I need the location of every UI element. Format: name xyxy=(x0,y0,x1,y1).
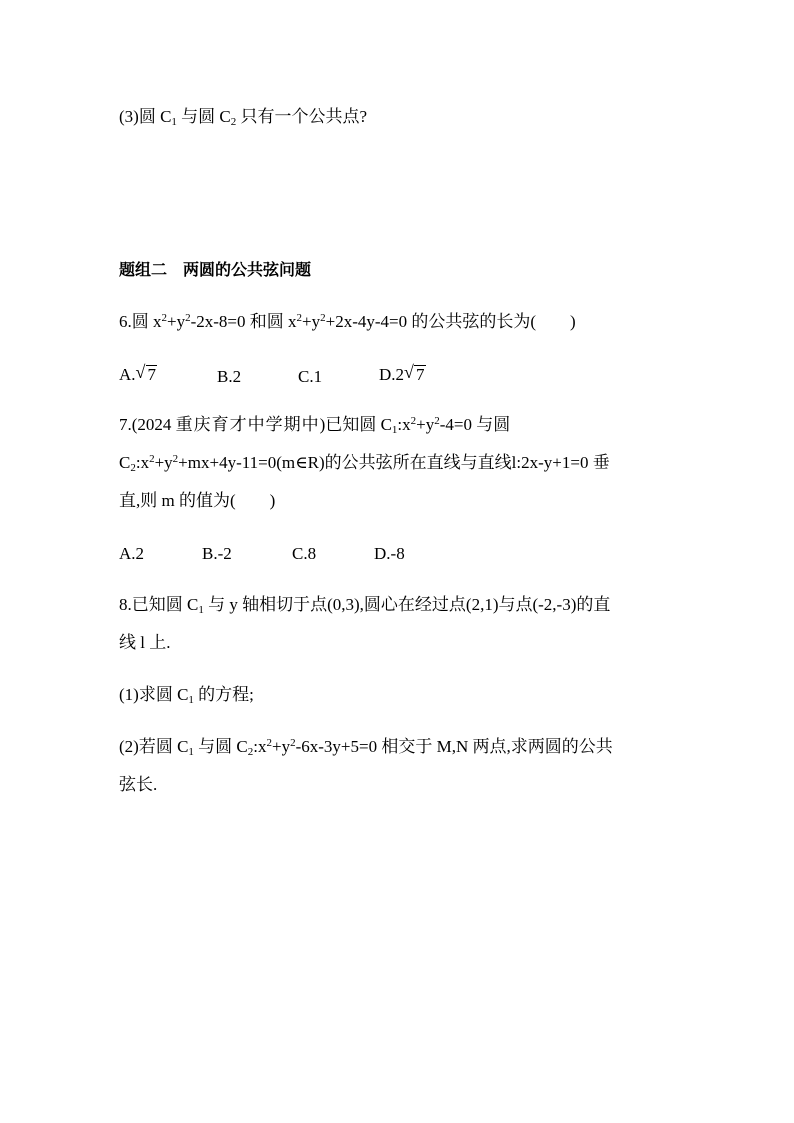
q7-stem-line1: 7.(2024 重庆育才中学期中)已知圆 $C_1:x^2+y^2-4=0$ 与圆 xyxy=(119,415,511,436)
q7-option-c[interactable]: C.8 xyxy=(292,544,317,563)
q8-part2-line1: (2)若圆 $C_1$ 与圆 $C_2:x^2+y^2-6x-3y+5=0$ 相交于 M,N 两点,求两圆的公共 xyxy=(119,737,613,758)
q7-option-d[interactable]: D.-8 xyxy=(374,544,405,563)
sqrt-symbol: √ 7 xyxy=(135,362,157,384)
q5-part3: (3)圆 $C_1$ 与圆 $C_2$ 只有一个公共点? xyxy=(119,107,368,128)
q8-part2-line2: 弦长. xyxy=(119,775,158,794)
q8-part1: (1)求圆 $C_1$ 的方程; xyxy=(119,685,254,706)
q7-option-a[interactable]: A.2 xyxy=(119,544,145,563)
q7-option-b[interactable]: B.-2 xyxy=(202,544,232,563)
q6-stem: 6.圆 $x^2+y^2-2x-8=0$ 和圆 $x^2+y^2+2x-4y-4=0$ 的公共弦的长为( ) xyxy=(119,312,576,331)
q6-option-c[interactable]: C.1 xyxy=(298,367,323,386)
q7-stem-line3: 直,则 m 的值为( ) xyxy=(119,491,276,510)
q8-stem-line2: 线 l 上. xyxy=(119,633,171,652)
q6-option-d[interactable]: D.2 √ 7 xyxy=(379,362,425,384)
sqrt-symbol: √ 7 xyxy=(404,362,425,384)
q6-option-a[interactable]: A. √ 7 xyxy=(119,362,157,384)
section-title: 题组二 两圆的公共弦问题 xyxy=(119,260,312,279)
q6-option-b[interactable]: B.2 xyxy=(217,367,242,386)
q7-stem-line2: $C_2:x^2+y^2+mx+4y-11=0(m\in R)$的公共弦所在直线与直线l:2x-y+1=0 垂 xyxy=(119,453,610,474)
q8-stem-line1: 8.已知圆 $C_1$ 与 y 轴相切于点(0,3),圆心在经过点(2,1)与点(-2,-3)的直 xyxy=(119,595,611,616)
